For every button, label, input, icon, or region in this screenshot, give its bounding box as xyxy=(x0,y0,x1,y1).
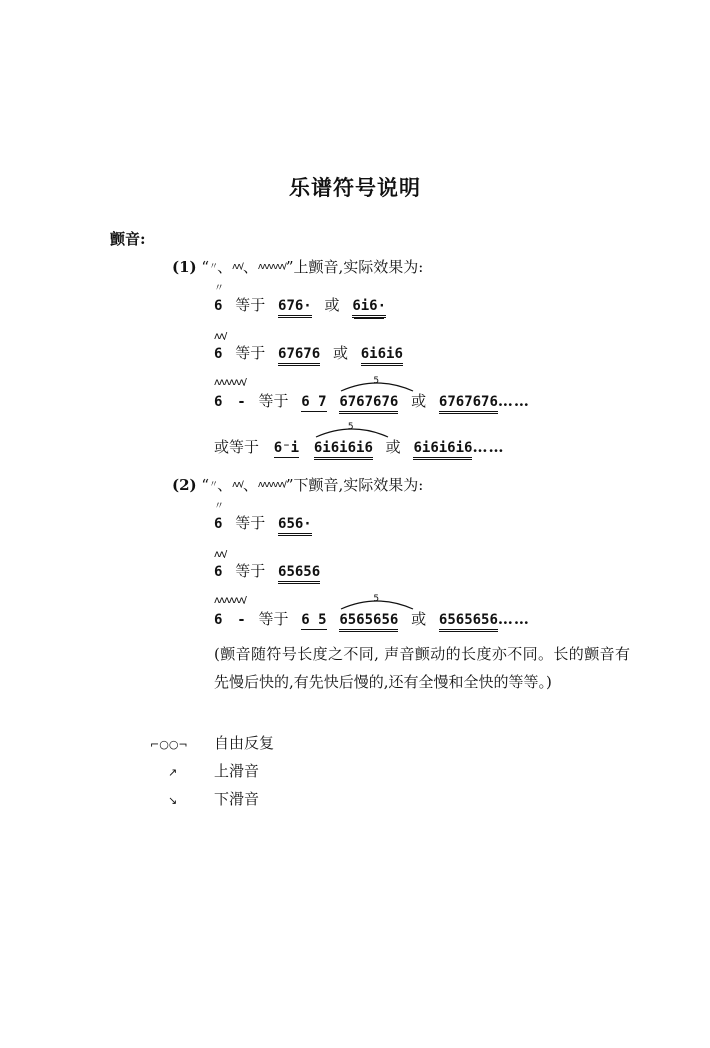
tuplet-number: 5 xyxy=(373,376,380,386)
equals-label: 等于 xyxy=(258,610,289,628)
alt-prefix: 或等于 xyxy=(214,438,260,456)
ellipsis: …… xyxy=(497,610,530,628)
section-label-trill: 颤音: xyxy=(110,230,146,248)
upward-glide-icon: ↗ xyxy=(168,766,178,779)
realization-0: 6⁻i xyxy=(273,440,300,456)
trill-symbol-medium: ʌʌ/ xyxy=(232,480,243,490)
dash: - xyxy=(237,612,246,628)
ornament-symbol: ʌʌ/ xyxy=(214,331,227,342)
trill-symbol-long: ʌʌʌʌʌʌ/ xyxy=(257,480,286,490)
realization-2: 6i6i6i6 xyxy=(413,440,472,460)
base-note: 6 xyxy=(214,612,223,628)
tuplet-number: 5 xyxy=(347,422,354,432)
realization-1: 65656 xyxy=(278,564,320,584)
or-label: 或 xyxy=(411,392,427,410)
trill-symbol-short: 〃 xyxy=(209,480,218,490)
part2-quote-open: “ xyxy=(201,476,210,494)
page-title: 乐谱符号说明 xyxy=(289,176,421,200)
part2-number: (2) xyxy=(172,476,197,494)
realization-2: 6i6· xyxy=(352,298,386,318)
trill-symbol-medium: ʌʌ/ xyxy=(232,262,243,272)
base-note: 6 xyxy=(214,564,223,580)
or-label: 或 xyxy=(324,296,340,314)
part1-intro: (1) “〃、$^{ʌʌ/}$、$^{ʌʌʌʌʌʌ/}$”上颤音,实际效果为: xyxy=(172,258,424,276)
part1-quote-close: ” xyxy=(285,258,294,276)
realization-2: 6767676 xyxy=(439,394,498,414)
equals-label: 等于 xyxy=(235,296,266,314)
ornament-symbol: ʌʌʌʌʌʌ/ xyxy=(214,377,246,388)
trill-symbol-short: 〃 xyxy=(209,262,218,272)
trill-symbol-long: ʌʌʌʌʌʌ/ xyxy=(257,262,286,272)
part2-text: 下颤音,实际效果为: xyxy=(293,476,424,494)
or-label: 或 xyxy=(385,438,401,456)
equals-label: 等于 xyxy=(258,392,289,410)
or-label: 或 xyxy=(332,344,348,362)
ornament-symbol: 〃 xyxy=(214,283,223,294)
realization-2: 6i6i6 xyxy=(361,346,403,366)
part1-number: (1) xyxy=(172,258,197,276)
part1-quote-open: “ xyxy=(201,258,210,276)
realization-1: 656· xyxy=(278,516,312,536)
part2-quote-close: ” xyxy=(285,476,294,494)
realization-2: 6565656 xyxy=(439,612,498,632)
equals-label: 等于 xyxy=(235,344,266,362)
ornament-symbol: 〃 xyxy=(214,501,223,512)
realization-1: 6565656 xyxy=(339,612,398,632)
realization-1: 676· xyxy=(278,298,312,318)
realization-1: 67676 xyxy=(278,346,320,366)
realization-1: 6i6i6i6 xyxy=(314,440,373,460)
free-repeat-icon: ⌐○○¬ xyxy=(150,738,188,751)
tuplet-number: 5 xyxy=(373,594,380,604)
legend-label: 下滑音 xyxy=(214,790,260,808)
dash: - xyxy=(237,394,246,410)
realization-0: 6 7 xyxy=(301,394,327,410)
base-note: 6 xyxy=(214,516,223,532)
base-note: 6 xyxy=(214,394,223,410)
ornament-symbol: ʌʌ/ xyxy=(214,549,227,560)
legend-item-free-repeat xyxy=(150,732,274,753)
equals-label: 等于 xyxy=(235,514,266,532)
explanation-paragraph: (颤音随符号长度之不同, 声音颤动的长度亦不同。长的颤音有先慢后快的,有先快后慢的,还有全慢和全快的等等。) xyxy=(214,645,630,691)
part2-intro: (2) “〃、$^{ʌʌ/}$、$^{ʌʌʌʌʌʌ/}$”下颤音,实际效果为: xyxy=(172,476,424,494)
part1-text: 上颤音,实际效果为: xyxy=(293,258,424,276)
ellipsis: …… xyxy=(497,392,530,410)
legend-item-upward-glide xyxy=(150,760,259,781)
downward-glide-icon: ↘ xyxy=(168,794,178,807)
ellipsis: …… xyxy=(472,438,505,456)
legend-label: 自由反复 xyxy=(214,734,275,752)
or-label: 或 xyxy=(411,610,427,628)
realization-0: 6 5 xyxy=(301,612,327,628)
realization-1: 6767676 xyxy=(339,394,398,414)
legend-label: 上滑音 xyxy=(214,762,260,780)
base-note: 6 xyxy=(214,346,223,362)
equals-label: 等于 xyxy=(235,562,266,580)
legend-item-downward-glide xyxy=(150,788,259,809)
base-note: 6 xyxy=(214,298,223,314)
ornament-symbol: ʌʌʌʌʌʌ/ xyxy=(214,595,246,606)
